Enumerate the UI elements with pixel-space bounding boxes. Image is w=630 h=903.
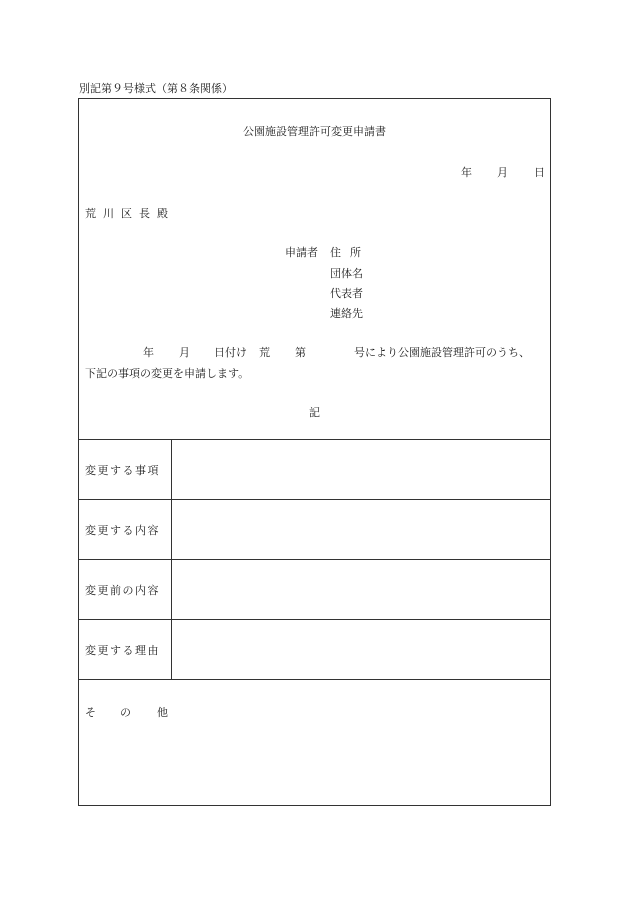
body-dai: 第: [295, 346, 306, 359]
body-year: 年: [143, 346, 154, 359]
application-form: [78, 98, 551, 806]
row-label: 変更する理由: [79, 620, 172, 679]
body-line-2: 下記の事項の変更を申請します。: [85, 367, 250, 380]
contact-label: 連絡先: [330, 307, 363, 320]
body-ara: 荒: [259, 346, 270, 359]
organization-label: 団体名: [330, 267, 363, 280]
addressee: 荒川区長殿: [85, 207, 175, 220]
body-rest: 号により公園施設管理許可のうち、: [354, 346, 530, 359]
body-line-1: [79, 344, 550, 358]
change-reason-field[interactable]: [172, 620, 550, 679]
form-title: 公園施設管理許可変更申請書: [243, 125, 386, 138]
date-month-label: 月: [497, 166, 508, 179]
other-char-3: 他: [157, 706, 168, 719]
row-label: 変更前の内容: [79, 560, 172, 619]
change-content-field[interactable]: [172, 500, 550, 559]
date-day-label: 日: [534, 166, 545, 179]
row-other[interactable]: [79, 679, 550, 807]
content-before-change-field[interactable]: [172, 560, 550, 619]
body-dated: 日付け: [214, 346, 247, 359]
address-label: 住所: [330, 246, 370, 259]
applicant-label: 申請者: [285, 246, 318, 259]
row-label: 変更する内容: [79, 500, 172, 559]
form-reference: 別記第９号様式（第８条関係）: [79, 82, 233, 95]
other-char-2: の: [120, 706, 131, 719]
ki-heading: 記: [309, 406, 320, 419]
other-char-1: そ: [85, 706, 96, 719]
body-month: 月: [179, 346, 190, 359]
change-item-field[interactable]: [172, 440, 550, 499]
row-change-item: [79, 439, 550, 499]
row-change-content: [79, 499, 550, 559]
row-change-reason: [79, 619, 550, 679]
row-label: 変更する事項: [79, 440, 172, 499]
other-label: [85, 704, 175, 718]
date-line: [79, 164, 550, 178]
representative-label: 代表者: [330, 287, 363, 300]
row-content-before-change: [79, 559, 550, 619]
date-year-label: 年: [461, 166, 472, 179]
